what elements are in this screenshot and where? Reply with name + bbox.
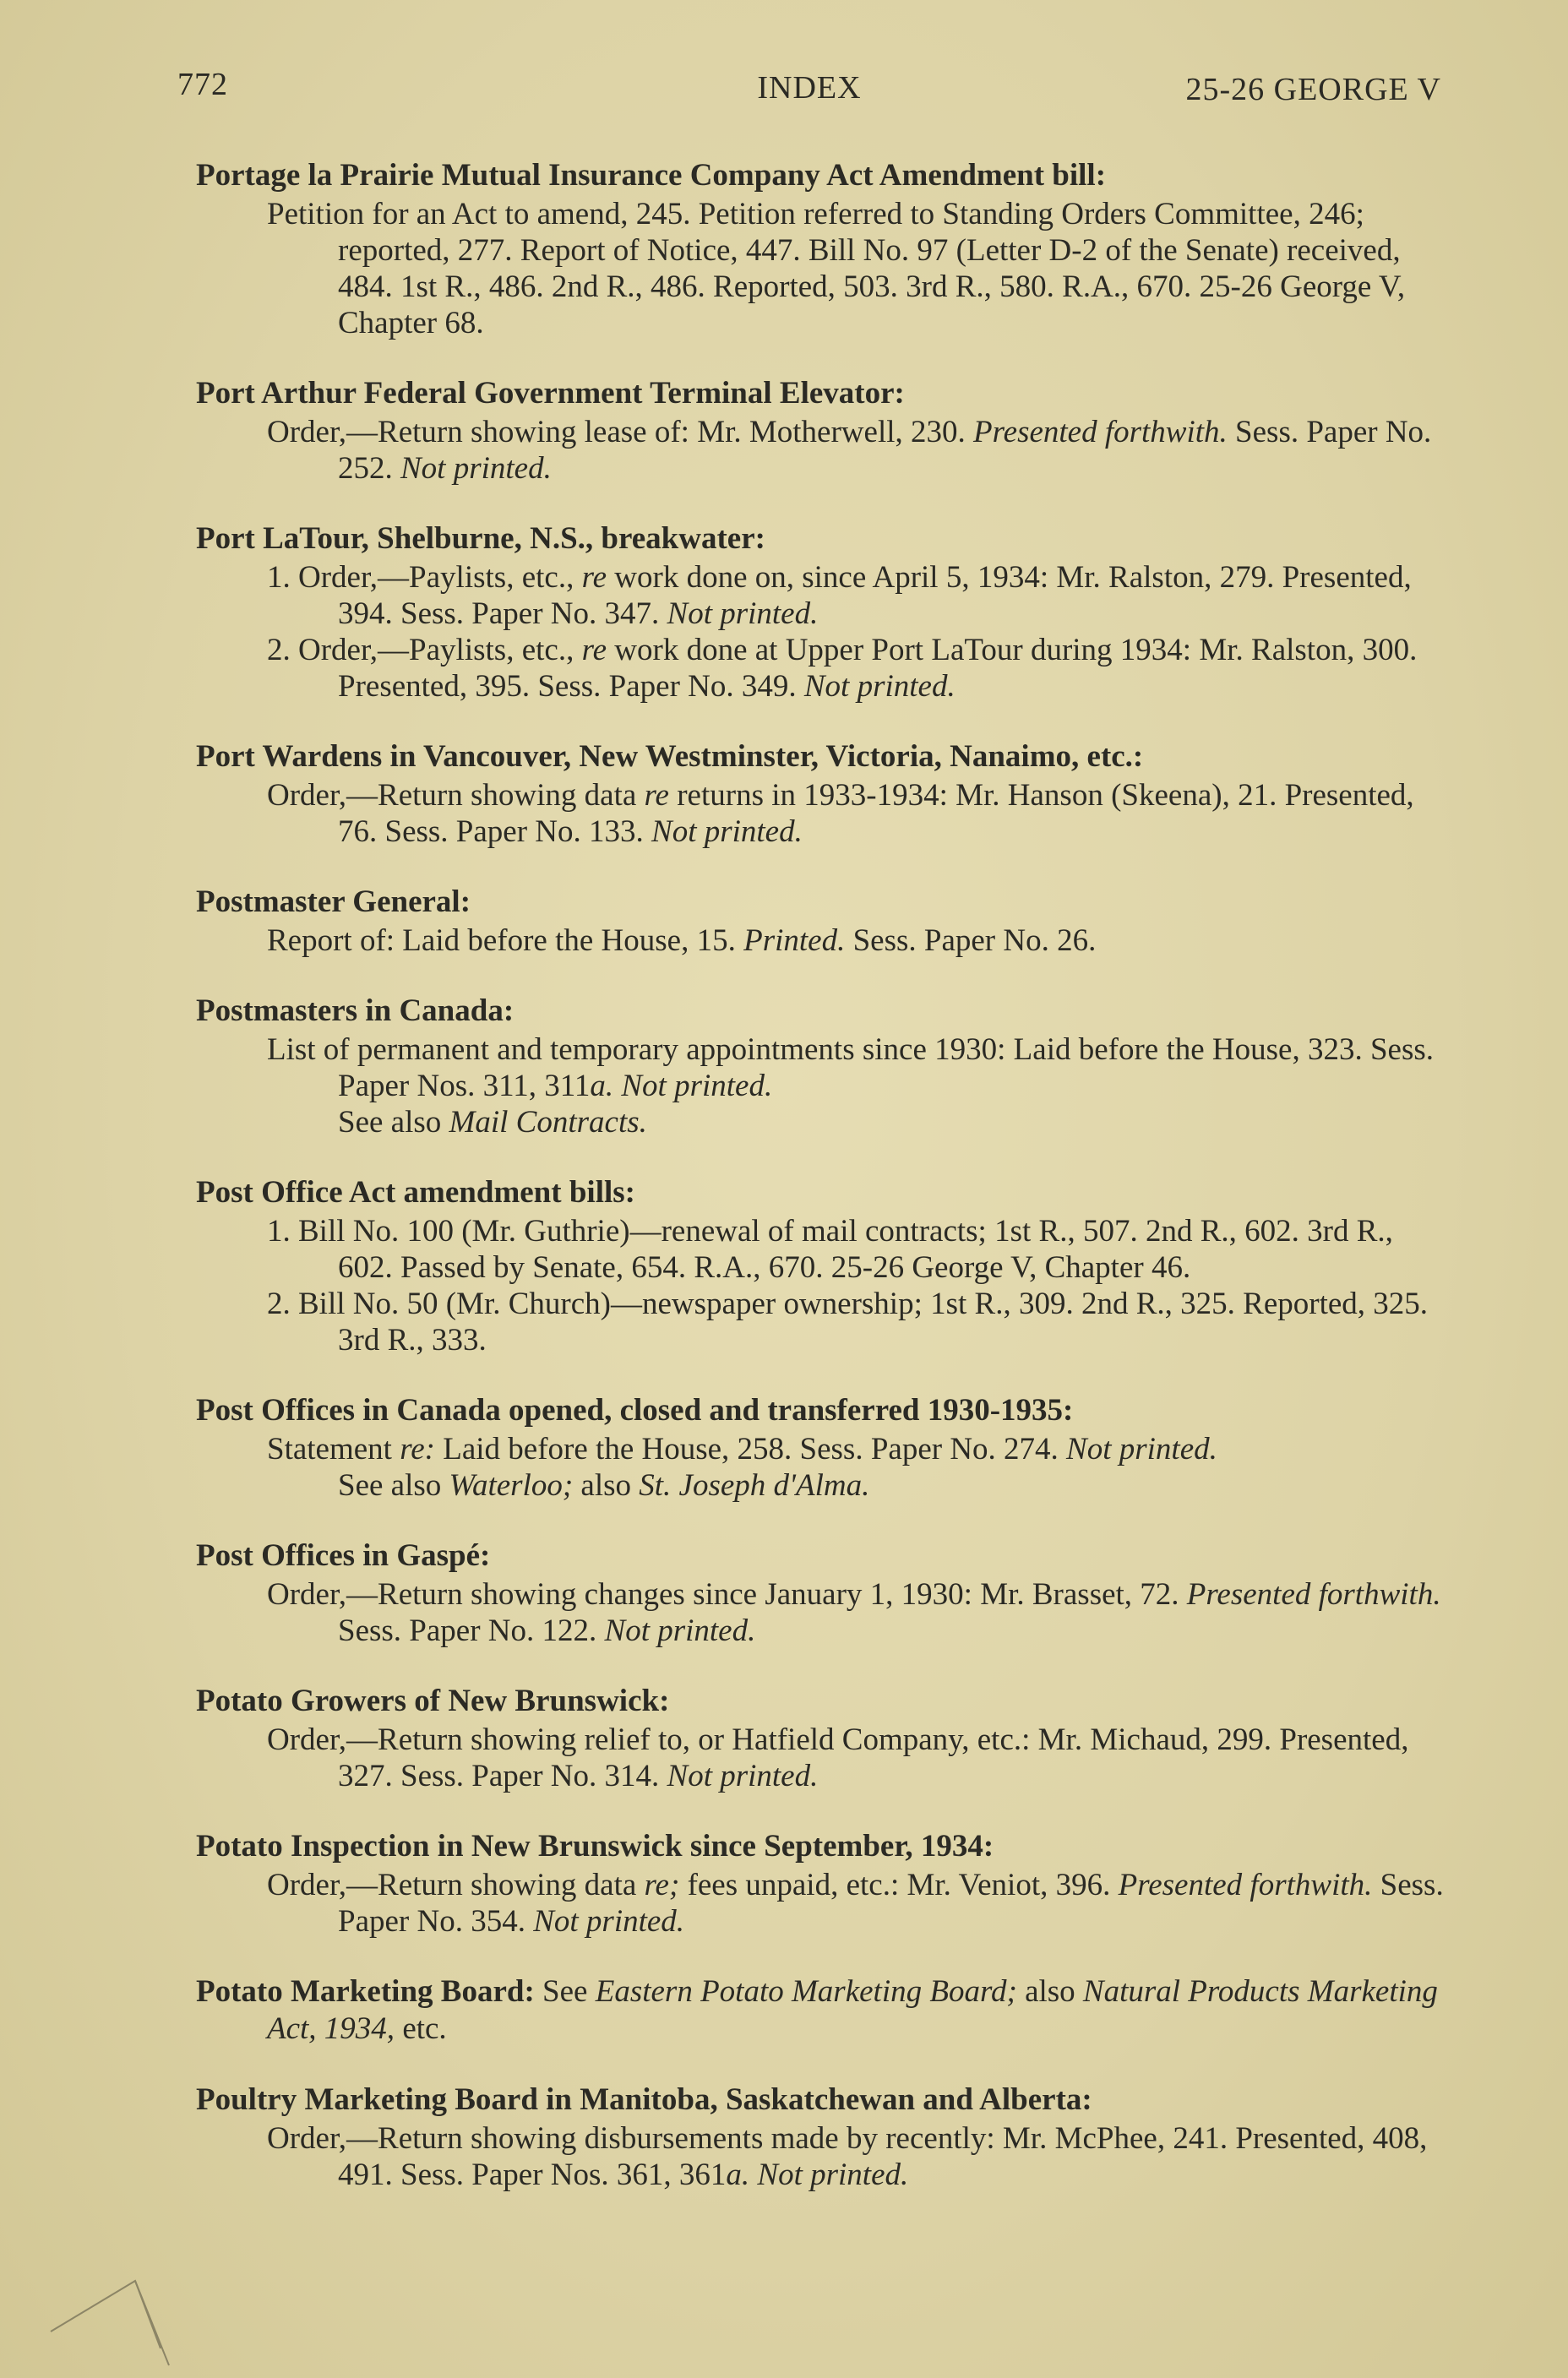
entry-heading: Port LaTour, Shelburne, N.S., breakwater: xyxy=(196,521,765,556)
italic-text: Natural Products Marketing Act, 1934, xyxy=(267,1974,1438,2046)
numbered-item: 2. Order,—Paylists, etc., re work done at Upper Port LaTour during 1934: Mr. Ralston, 300. Presented, 395. Sess. Paper No. 349. Not printed. xyxy=(267,633,1418,704)
italic-text: Eastern Potato Marketing Board; xyxy=(595,1974,1017,2009)
entry-heading: Post Offices in Gaspé: xyxy=(196,1538,491,1573)
italic-text: Not printed. xyxy=(621,1069,773,1103)
entry-heading: Poultry Marketing Board in Manitoba, Saskatchewan and Alberta: xyxy=(196,2082,1092,2117)
index-entry xyxy=(196,993,1445,1140)
entry-heading: Postmaster General: xyxy=(196,884,471,919)
italic-text: Presented forthwith. xyxy=(1118,1868,1373,1902)
italic-text: re xyxy=(581,560,607,595)
italic-text: St. Joseph d'Alma. xyxy=(639,1468,870,1503)
index-entry xyxy=(196,1174,1445,1358)
entry-heading: Postmasters in Canada: xyxy=(196,993,514,1028)
italic-text: Not printed. xyxy=(533,1904,685,1939)
entry-heading: Potato Marketing Board: See Eastern Potato Marketing Board; also Natural Products Marketing Act, 1934, etc. xyxy=(196,1974,1438,2046)
italic-text: Not printed. xyxy=(667,1759,819,1793)
entry-text: Order,—Return showing data re; fees unpaid, etc.: Mr. Veniot, 396. Presented forthwith. Sess. Paper No. 354. Not printed. xyxy=(267,1868,1444,1939)
italic-text: Not printed. xyxy=(651,814,803,849)
italic-text: re; xyxy=(644,1868,680,1902)
header-right: 25-26 GEORGE V xyxy=(1185,72,1441,107)
italic-text: Waterloo; xyxy=(449,1468,574,1503)
italic-text: Not printed. xyxy=(400,451,552,486)
index-entries xyxy=(196,157,1445,2227)
italic-text: re xyxy=(644,778,669,813)
italic-text: Mail Contracts. xyxy=(449,1105,647,1140)
italic-text: Presented forthwith. xyxy=(973,415,1228,449)
page-number: 772 xyxy=(177,67,228,102)
italic-text: Presented forthwith. xyxy=(1186,1577,1441,1612)
entry-heading: Post Office Act amendment bills: xyxy=(196,1175,635,1210)
entry-heading: Portage la Prairie Mutual Insurance Company Act Amendment bill: xyxy=(196,158,1107,193)
index-entry xyxy=(196,1392,1445,1504)
entry-text: Order,—Return showing disbursements made by recently: Mr. McPhee, 241. Presented, 408, 491. Sess. Paper Nos. 361, 361a. Not printed. xyxy=(267,2121,1428,2192)
entry-heading: Port Wardens in Vancouver, New Westminster, Victoria, Nanaimo, etc.: xyxy=(196,739,1144,774)
entry-text: Order,—Return showing lease of: Mr. Motherwell, 230. Presented forthwith. Sess. Paper No. 252. Not printed. xyxy=(267,415,1432,486)
italic-text: Not printed. xyxy=(604,1613,756,1648)
entry-text: Order,—Return showing data re returns in 1933-1934: Mr. Hanson (Skeena), 21. Presented, 76. Sess. Paper No. 133. Not printed. xyxy=(267,778,1414,849)
italic-text: Not printed. xyxy=(757,2158,909,2192)
index-entry xyxy=(196,738,1445,850)
torn-corner-mark xyxy=(42,2205,245,2374)
index-entry xyxy=(196,2081,1445,2193)
entry-text: Petition for an Act to amend, 245. Petition referred to Standing Orders Committee, 246; reported, 277. Report of Notice, 447. Bill No. 97 (Letter D-2 of the Senate) received, 484. 1st R., 486. 2nd R., 486. Reported, 503. 3rd R., 580. R.A., 670. 25-26 George V, Chapter 68. xyxy=(267,197,1406,340)
entry-heading: Post Offices in Canada opened, closed and transferred 1930-1935: xyxy=(196,1393,1074,1428)
entry-text: Order,—Return showing relief to, or Hatfield Company, etc.: Mr. Michaud, 299. Presented, 327. Sess. Paper No. 314. Not printed. xyxy=(267,1722,1409,1793)
entry-heading-bold: Potato Marketing Board: xyxy=(196,1974,535,2009)
header-title: INDEX xyxy=(757,70,862,106)
italic-text: re xyxy=(581,633,607,667)
see-also: See also Waterloo; also St. Joseph d'Alma. xyxy=(338,1468,870,1503)
index-entry xyxy=(196,884,1445,959)
entry-text: Statement re: Laid before the House, 258. Sess. Paper No. 274. Not printed. xyxy=(267,1432,1217,1467)
entry-heading: Port Arthur Federal Government Terminal Elevator: xyxy=(196,376,905,411)
numbered-item: 2. Bill No. 50 (Mr. Church)—newspaper ownership; 1st R., 309. 2nd R., 325. Reported, 325. 3rd R., 333. xyxy=(267,1287,1429,1358)
index-entry xyxy=(196,1973,1445,2048)
index-entry xyxy=(196,1828,1445,1940)
entry-text: Report of: Laid before the House, 15. Printed. Sess. Paper No. 26. xyxy=(267,923,1097,958)
index-entry xyxy=(196,1537,1445,1649)
entry-heading: Potato Inspection in New Brunswick since September, 1934: xyxy=(196,1829,994,1864)
index-entry xyxy=(196,375,1445,487)
italic-text: Not printed. xyxy=(1066,1432,1217,1467)
numbered-item: 1. Bill No. 100 (Mr. Guthrie)—renewal of mail contracts; 1st R., 507. 2nd R., 602. 3rd R., 602. Passed by Senate, 654. R.A., 670. 25-26 George V, Chapter 46. xyxy=(267,1214,1393,1285)
italic-text: Not printed. xyxy=(667,596,819,631)
italic-text: a. xyxy=(590,1069,614,1103)
index-entry xyxy=(196,157,1445,341)
entry-heading: Potato Growers of New Brunswick: xyxy=(196,1684,670,1718)
numbered-item: 1. Order,—Paylists, etc., re work done on, since April 5, 1934: Mr. Ralston, 279. Presented, 394. Sess. Paper No. 347. Not printed. xyxy=(267,560,1412,631)
index-entry xyxy=(196,1683,1445,1794)
entry-text: Order,—Return showing changes since January 1, 1930: Mr. Brasset, 72. Presented forthwith. Sess. Paper No. 122. Not printed. xyxy=(267,1577,1441,1648)
index-entry xyxy=(196,520,1445,705)
italic-text: a. xyxy=(726,2158,750,2192)
entry-text: List of permanent and temporary appointments since 1930: Laid before the House, 323. Sess. Paper Nos. 311, 311a. Not printed. xyxy=(267,1032,1434,1103)
italic-text: re: xyxy=(400,1432,435,1467)
italic-text: Not printed. xyxy=(803,669,956,704)
see-also: See also Mail Contracts. xyxy=(338,1105,647,1140)
italic-text: Printed. xyxy=(743,923,846,958)
running-header xyxy=(177,66,1441,117)
